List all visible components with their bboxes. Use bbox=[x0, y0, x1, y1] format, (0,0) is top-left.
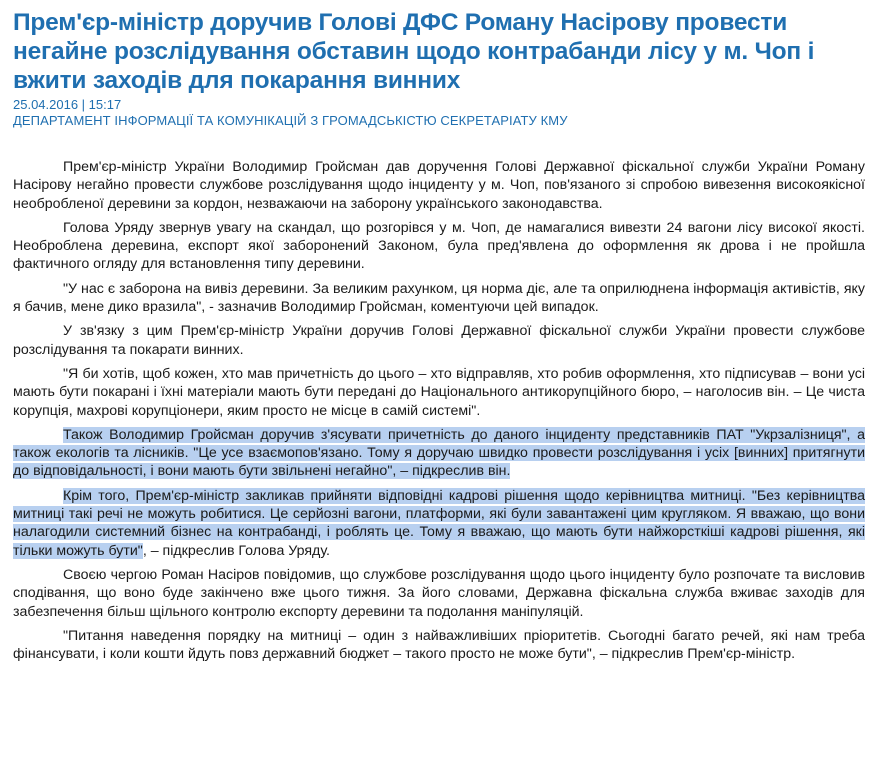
paragraph-6 bbox=[13, 426, 865, 481]
paragraph-2: Голова Уряду звернув увагу на скандал, що розгорівся у м. Чоп, де намагалися вивезти 24 вагони лісу високої якості. Необроблена деревина, експорт якої заборонений Законом, була пред'явлена до оформлення як дрова і не пройшла фактичного огляду для встановлення типу деревини. bbox=[13, 219, 865, 273]
paragraph-7-rest: , – підкреслив Голова Уряду. bbox=[142, 542, 330, 559]
paragraph-9: "Питання наведення порядку на митниці – один з найважливіших пріоритетів. Сьогодні багато речей, які нам треба фінансувати, і коли кошти йдуть повз державний бюджет – такого просто не може бути", – підкреслив Прем'єр-міністр. bbox=[13, 627, 865, 663]
paragraph-8: Своєю чергою Роман Насіров повідомив, що службове розслідування щодо цього інциденту було розпочате та висловив сподівання, що воно буде закінчено вже цього тижня. За його словами, Державна фіскальна служба вживає заходів для забезпечення більш щільного контролю експорту деревини та подолання маніпуляцій. bbox=[13, 566, 865, 620]
paragraph-4: У зв'язку з цим Прем'єр-міністр України доручив Голові Державної фіскальної служби України провести службове розслідування та покарати винних. bbox=[13, 323, 865, 358]
paragraph-7 bbox=[13, 487, 865, 560]
selected-text[interactable]: Крім того, Прем'єр-міністр закликав прийняти відповідні кадрові рішення щодо керівництва митниці. "Без керівництва митниці такі речі не можуть робитися. Це серйозні вагони, платформи, які були завантажені цим кругляком. Я вважаю, що вони налагодили системний бізнес на контрабанді, і роблять це. Тому я вважаю, що мають бути найжорсткіші кадрові рішення, які тільки можуть бути" bbox=[13, 487, 865, 559]
article-date-time: 25.04.2016 | 15:17 bbox=[13, 97, 122, 112]
article-body bbox=[13, 158, 865, 663]
selected-text[interactable]: Також Володимир Гройсман доручив з'ясувати причетність до даного інциденту представників ПАТ "Укрзалізниця", а також екологів та лісників. "Це усе взаємопов'язано. Тому я доручаю швидко провести розслідування і усіх [винних] притягнути до відповідальності, і вони мають бути звільнені негайно", – підкреслив він. bbox=[13, 426, 865, 480]
paragraph-3: "У нас є заборона на вивіз деревини. За великим рахунком, ця норма діє, але та оприлюднена інформація активістів, яку я бачив, мене дико вразила", - зазначив Володимир Гройсман, коментуючи цей випадок. bbox=[13, 280, 865, 316]
article-department: ДЕПАРТАМЕНТ ІНФОРМАЦІЇ ТА КОМУНІКАЦІЙ З ГРОМАДСЬКІСТЮ СЕКРЕТАРІАТУ КМУ bbox=[13, 113, 568, 128]
article-title: Прем'єр-міністр доручив Голові ДФС Роману Насірову провести негайне розслідування обставин щодо контрабанди лісу у м. Чоп і вжити заходів для покарання винних bbox=[13, 9, 815, 94]
paragraph-1: Прем'єр-міністр України Володимир Гройсман дав доручення Голові Державної фіскальної служби України Роману Насірову негайно провести службове розслідування щодо інциденту у м. Чоп, пов'язаного зі спробою вивезення високоякісної необробленої деревини за кордон, незважаючи на заборону українського законодавства. bbox=[13, 159, 865, 212]
paragraph-5: "Я би хотів, щоб кожен, хто мав причетність до цього – хто відправляв, хто робив оформлення, хто підписував – вони усі мають бути покарані і їхні матеріали мають бути передані до Національного антикорупційного бюро, – наголосив він. – Це чиста корупція, махрові корупціонери, яким просто не місце в самій системі". bbox=[13, 365, 865, 419]
